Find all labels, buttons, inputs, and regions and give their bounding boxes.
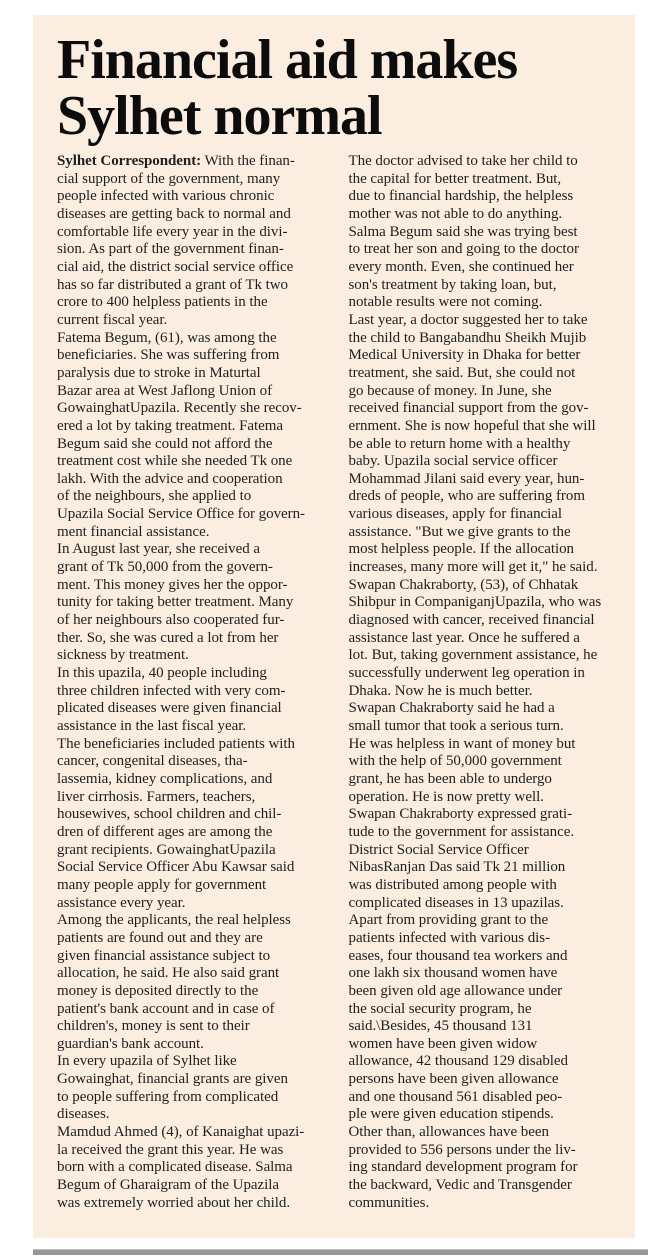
text-line: paralysis due to stroke in Maturtal [57, 364, 261, 381]
text-line: assistance every year. [57, 894, 186, 911]
text-line: assistance in the last fiscal year. [57, 718, 247, 734]
text-line: of the neighbours, she applied to [57, 488, 252, 505]
text-line: go because of money. In June, she [348, 382, 552, 399]
text-line: lassemia, kidney complications, and [57, 770, 273, 787]
text-line: complicated diseases in 13 upazilas. [348, 894, 564, 911]
text-line: has so far distributed a grant of Tk two [57, 276, 289, 293]
text-line: women have been given widow [348, 1035, 538, 1052]
text-line: notable results were not coming. [348, 294, 543, 311]
text-line: grant of Tk 50,000 from the govern- [57, 559, 273, 576]
text-line: NibasRanjan Das said Tk 21 million [348, 859, 566, 876]
text-line: mother was not able to do anything. [348, 205, 563, 222]
text-line: assistance. "But we give grants to the [348, 523, 571, 540]
text-line: patients are found out and they are [57, 929, 263, 946]
text-line: He was helpless in want of money but [348, 735, 576, 752]
text-line: ment. This money gives her the oppor- [57, 576, 288, 593]
text-line: beneficiaries. She was suffering from [57, 347, 280, 364]
text-line: grant recipients. GowainghatUpazila [57, 841, 276, 858]
text-line: operation. He is now pretty well. [348, 788, 544, 805]
text-line: guardian's bank account. [57, 1035, 204, 1052]
text-line: diseases. [57, 1106, 110, 1123]
text-line: one lakh six thousand women have [348, 965, 558, 982]
bottom-divider [33, 1249, 648, 1255]
text-line: to people suffering from complicated [57, 1088, 279, 1105]
text-line: cancer, congenital diseases, tha- [57, 753, 248, 770]
text-line: been given old age allowance under [348, 982, 563, 999]
text-line: In every upazila of Sylhet like [57, 1053, 237, 1070]
text-line: cial aid, the district social service office [57, 258, 294, 275]
text-line: Mamdud Ahmed (4), of Kanaighat upazi- [57, 1124, 305, 1141]
text-line: said.\Besides, 45 thousand 131 [348, 1018, 533, 1035]
text-line: housewives, school children and chil- [57, 806, 282, 823]
lead-line [57, 153, 330, 171]
title-line: Financial aid makes [57, 29, 518, 91]
text-line: Last year, a doctor suggested her to take [348, 311, 588, 328]
text-line: tunity for taking better treatment. Many [57, 594, 294, 611]
text-line: Among the applicants, the real helpless [57, 912, 291, 929]
text-line: Upazila Social Service Office for govern- [57, 506, 305, 523]
text-line: of her neighbours also cooperated fur- [57, 612, 285, 629]
text-line: communities. [348, 1194, 430, 1211]
text-line: Bazar area at West Jaflong Union of [57, 382, 273, 399]
text-line: with the help of 50,000 government [348, 753, 562, 770]
text-line: ther. So, she was cured a lot from her [57, 629, 279, 646]
text-line: small tumor that took a serious turn. [348, 718, 564, 734]
text-line: ple were given education stipends. [348, 1106, 554, 1123]
article-column-left [57, 153, 330, 1212]
text-line: la received the grant this year. He was [57, 1141, 284, 1158]
text-line: The beneficiaries included patients with [57, 735, 295, 752]
text-line: ernment. She is now hopeful that she will [348, 417, 596, 434]
text-line: In August last year, she received a [57, 541, 260, 558]
left-column-lines [57, 171, 330, 1213]
text-line: Other than, allowances have been [348, 1124, 549, 1141]
text-line: every month. Even, she continued her [348, 258, 574, 275]
article-columns [57, 153, 621, 1212]
text-line: patients infected with various dis- [348, 929, 551, 946]
text-line: received financial support from the gov- [348, 400, 589, 417]
text-line: Swapan Chakraborty, (53), of Chhatak [348, 576, 579, 593]
text-line: Social Service Officer Abu Kawsar said [57, 859, 295, 876]
text-line: tude to the government for assistance. [348, 823, 575, 840]
text-line: the backward, Vedic and Transgender [348, 1177, 572, 1194]
text-line: baby. Upazila social service officer [348, 453, 558, 470]
text-line: sickness by treatment. [57, 647, 189, 664]
article-column-right [349, 153, 622, 1212]
text-line: various diseases, apply for financial [348, 506, 562, 523]
text-line: cial support of the government, many [57, 170, 281, 187]
text-line: ered a lot by taking treatment. Fatema [57, 417, 283, 434]
text-line: Shibpur in CompaniganjUpazila, who was [348, 594, 602, 611]
text-line: allowance, 42 thousand 129 disabled [348, 1053, 568, 1070]
text-line: liver cirrhosis. Farmers, teachers, [57, 788, 256, 805]
article-panel [33, 15, 635, 1238]
text-line: District Social Service Officer [348, 841, 529, 858]
text-line: treatment cost while she needed Tk one [57, 453, 293, 470]
text-line: dreds of people, who are suffering from [348, 488, 585, 505]
text-line: born with a complicated disease. Salma [57, 1159, 293, 1176]
text-line: treatment, she said. But, she could not [348, 364, 576, 381]
text-line: plicated diseases were given financial [57, 700, 282, 717]
text-line: sion. As part of the government finan- [57, 241, 284, 258]
text-line: ing standard development program for [348, 1159, 578, 1176]
text-line: allocation, he said. He also said grant [57, 965, 280, 982]
text-line: people infected with various chronic [57, 188, 275, 205]
text-line: the child to Bangabandhu Sheikh Mujib [348, 329, 587, 346]
right-column-lines [349, 153, 622, 1212]
text-line: children's, money is sent to their [57, 1018, 250, 1035]
text-line: the social security program, he [348, 1000, 532, 1017]
text-line: diseases are getting back to normal and [57, 205, 291, 222]
text-line: Gowainghat, financial grants are given [57, 1071, 288, 1088]
text-line: grant, he has been able to undergo [348, 770, 552, 787]
text-line: persons have been given allowance [348, 1071, 559, 1088]
text-line: the capital for better treatment. But, [348, 170, 562, 187]
article-title [57, 29, 621, 147]
text-line: comfortable life every year in the divi- [57, 223, 288, 240]
text-line: lot. But, taking government assistance, he [348, 647, 598, 664]
text-line: GowainghatUpazila. Recently she recov- [57, 400, 302, 417]
text-line: was extremely worried about her child. [57, 1194, 291, 1211]
text-line: money is deposited directly to the [57, 982, 259, 999]
text-line: eases, four thousand tea workers and [348, 947, 568, 964]
text-line: Begum said she could not afford the [57, 435, 273, 452]
text-line: crore to 400 helpless patients in the [57, 294, 268, 311]
text-line: provided to 556 persons under the liv- [348, 1141, 576, 1158]
title-line: Sylhet normal [57, 85, 382, 147]
text-line: Salma Begum said she was trying best [348, 223, 578, 240]
text-line: successfully underwent leg operation in [348, 665, 585, 682]
text-line: Swapan Chakraborty expressed grati- [348, 806, 573, 823]
text-line: patient's bank account and in case of [57, 1000, 275, 1017]
text-line: son's treatment by taking loan, but, [348, 276, 557, 293]
text-line: three children infected with very com- [57, 682, 286, 699]
text-line: due to financial hardship, the helpless [348, 188, 574, 205]
text-line: increases, many more will get it," he said. [348, 559, 598, 576]
text-line: Medical University in Dhaka for better [348, 347, 581, 364]
text-line: most helpless people. If the allocation [348, 541, 574, 558]
text-line: In this upazila, 40 people including [57, 665, 267, 682]
text-line: Mohammad Jilani said every year, hun- [348, 470, 585, 487]
text-line: to treat her son and going to the doctor [348, 241, 579, 258]
text-line: current fiscal year. [57, 311, 168, 328]
text-line: diagnosed with cancer, received financial [348, 612, 595, 629]
text-line: Dhaka. Now he is much better. [348, 682, 533, 699]
text-line: Fatema Begum, (61), was among the [57, 329, 277, 346]
text-line: Apart from providing grant to the [348, 912, 549, 929]
text-line: given financial assistance subject to [57, 947, 271, 964]
text-line: many people apply for government [57, 876, 267, 893]
byline-label: Sylhet Correspondent: [57, 153, 202, 169]
text-line: be able to return home with a healthy [348, 435, 571, 452]
text-line: Swapan Chakraborty said he had a [348, 700, 555, 717]
lead-line-rest: With the finan- [201, 153, 295, 169]
text-line: dren of different ages are among the [57, 823, 273, 840]
text-line: was distributed among people with [348, 876, 557, 893]
text-line: and one thousand 561 disabled peo- [348, 1088, 563, 1105]
text-line: lakh. With the advice and cooperation [57, 470, 283, 487]
text-line: The doctor advised to take her child to [348, 153, 578, 169]
text-line: ment financial assistance. [57, 523, 210, 540]
text-line: assistance last year. Once he suffered a [348, 629, 580, 646]
text-line: Begum of Gharaigram of the Upazila [57, 1177, 279, 1194]
